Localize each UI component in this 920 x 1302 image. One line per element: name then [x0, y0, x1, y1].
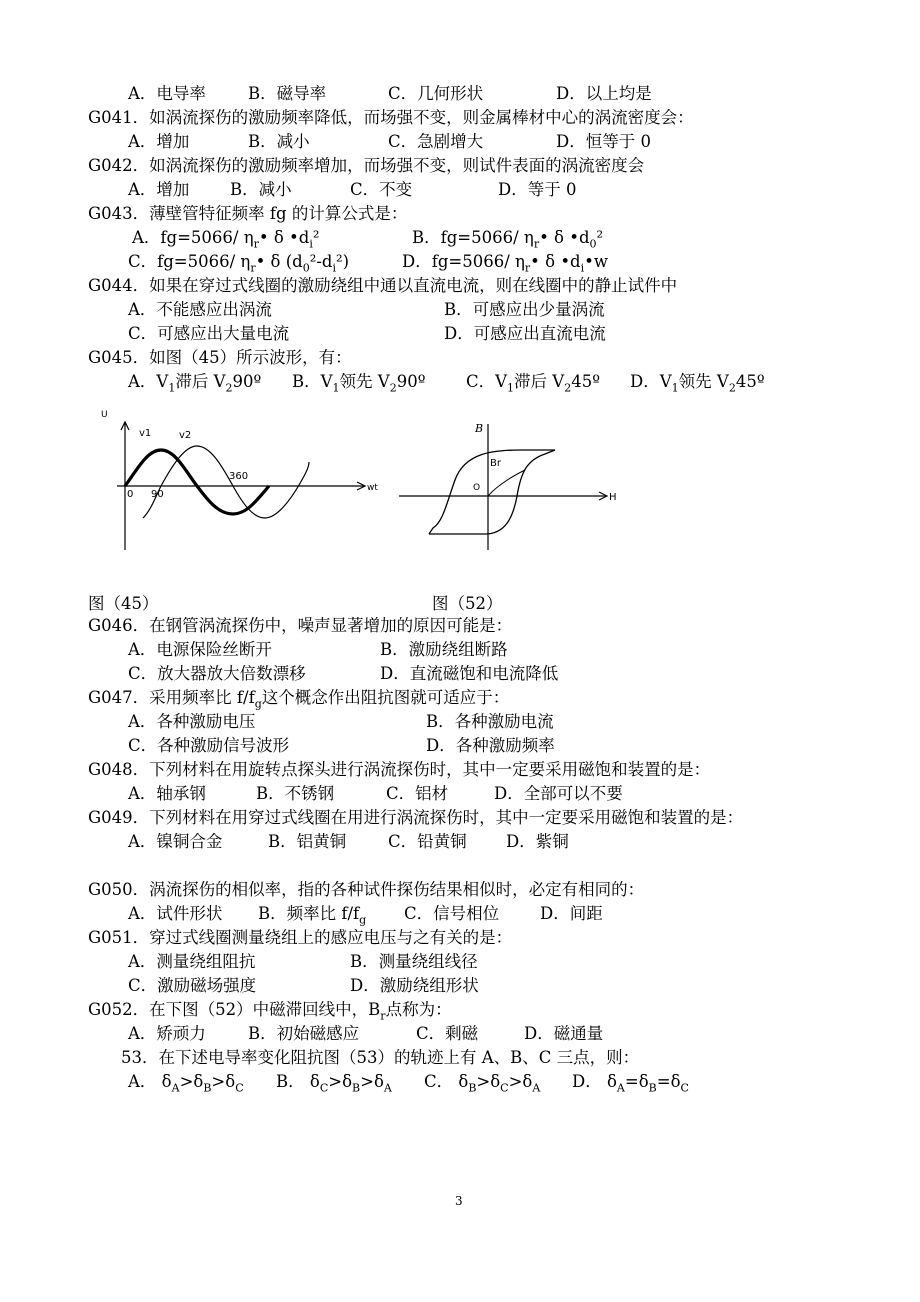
- option-a: A．电源保险丝断开: [128, 640, 272, 659]
- x-axis-label: H: [609, 492, 617, 503]
- caption-figure-52: 图（52）: [432, 594, 503, 613]
- option-d: D．等于 0: [498, 180, 577, 199]
- option-b: B．磁导率: [248, 84, 327, 103]
- option-b: B．激励绕组断路: [380, 640, 508, 659]
- question-g051: G051．穿过式线圈测量绕组上的感应电压与之有关的是：: [88, 928, 513, 947]
- option-a: A．增加: [128, 180, 190, 199]
- option-a: A．$V_1$滞后 $V_290º$: [128, 372, 262, 395]
- wave-v2: [143, 446, 309, 518]
- figure-45-waveform: [95, 400, 395, 555]
- page-number: 3: [455, 1194, 463, 1208]
- option-b: B．不锈钢: [256, 784, 335, 803]
- option-b: B．铝黄铜: [268, 832, 347, 851]
- tick-360: 360: [229, 471, 249, 482]
- option-d: D．全部可以不要: [494, 784, 623, 803]
- option-b: B． $\delta_C>\delta_B>\delta_A$: [276, 1072, 392, 1095]
- option-c: C．信号相位: [404, 904, 500, 923]
- y-axis-label: B: [475, 422, 484, 435]
- option-d: D．间距: [540, 904, 603, 923]
- option-b: B．$V_1$领先 $V_290º$: [292, 372, 426, 395]
- option-b: B．初始磁感应: [248, 1024, 360, 1043]
- option-a: A． $\delta_A>\delta_B>\delta_C$: [128, 1072, 244, 1095]
- option-b: B．各种激励电流: [426, 712, 554, 731]
- figure-52-hysteresis: [395, 410, 625, 560]
- option-c: C． $\delta_B>\delta_C>\delta_A$: [424, 1072, 541, 1095]
- option-c: C．几何形状: [388, 84, 484, 103]
- option-d: D．直流磁饱和电流降低: [380, 664, 559, 683]
- option-d: D．以上均是: [556, 84, 652, 103]
- option-a: A．矫顽力: [128, 1024, 206, 1043]
- question-g045: G045．如图（45）所示波形，有：: [88, 348, 352, 367]
- question-g043: G043．薄壁管特征频率 fg 的计算公式是：: [88, 204, 408, 223]
- question-g052: G052．在下图（52）中磁滞回线中，$B_r$点称为：: [88, 1000, 452, 1023]
- question-g042: G042．如涡流探伤的激励频率增加，而场强不变，则试件表面的涡流密度会: [88, 156, 645, 175]
- option-d: D．紫铜: [506, 832, 569, 851]
- caption-figure-45: 图（45）: [88, 594, 159, 613]
- question-g050: G050．涡流探伤的相似率，指的各种试件探伤结果相似时，必定有相同的：: [88, 880, 645, 899]
- option-a: A．试件形状: [128, 904, 223, 923]
- option-d: D．激励绕组形状: [350, 976, 479, 995]
- question-g048: G048．下列材料在用旋转点探头进行涡流探伤时，其中一定要采用磁饱和装置的是：: [88, 760, 711, 779]
- option-a: A．fg=5066/ $\eta_r•$ δ $•d_i^2$: [132, 228, 320, 251]
- tick-90: 90: [151, 489, 164, 500]
- option-d: D．fg=5066/ $\eta_r•$ δ $•d_i•w$: [402, 252, 609, 275]
- option-a: A．增加: [128, 132, 190, 151]
- option-a: A．轴承钢: [128, 784, 206, 803]
- option-a: A．电导率: [128, 84, 206, 103]
- label-br: Br: [490, 458, 501, 469]
- option-c: C．可感应出大量电流: [128, 324, 290, 343]
- question-53: 53．在下述电导率变化阻抗图（53）的轨迹上有 A、B、C 三点，则：: [121, 1048, 640, 1067]
- option-b: B．fg=5066/ $\eta_r•$ δ $•d_0^2$: [412, 228, 604, 251]
- option-c: C．各种激励信号波形: [128, 736, 290, 755]
- option-c: C．急剧增大: [388, 132, 484, 151]
- option-c: C．铝材: [386, 784, 449, 803]
- option-b: B．减小: [230, 180, 292, 199]
- tick-0: 0: [127, 489, 134, 500]
- option-d: D．各种激励频率: [426, 736, 555, 755]
- question-g041: G041．如涡流探伤的激励频率降低，而场强不变，则金属棒材中心的涡流密度会：: [88, 108, 694, 127]
- option-c: C．fg=5066/ $\eta_r•$ δ $(d_0^2-d_i^2)$: [128, 252, 350, 275]
- option-a: A．各种激励电压: [128, 712, 256, 731]
- option-c: C．剩磁: [416, 1024, 479, 1043]
- option-d: D． $\delta_A=\delta_B=\delta_C$: [572, 1072, 689, 1095]
- question-g046: G046．在钢管涡流探伤中，噪声显著增加的原因可能是：: [88, 616, 513, 635]
- option-d: D．$V_1$领先 $V_245º$: [630, 372, 765, 395]
- option-b: B．减小: [248, 132, 310, 151]
- option-c: C．激励磁场强度: [128, 976, 257, 995]
- option-c: C．铅黄铜: [388, 832, 467, 851]
- question-g047: G047．采用频率比 $f/f_g$这个概念作出阻抗图就可适应于：: [88, 688, 510, 711]
- option-d: D．磁通量: [524, 1024, 604, 1043]
- option-d: D．可感应出直流电流: [444, 324, 606, 343]
- option-b: B．频率比 $f/f_g$: [258, 904, 367, 927]
- x-axis-label: wt: [367, 483, 378, 493]
- option-a: A．镍铜合金: [128, 832, 223, 851]
- option-b: B．测量绕组线径: [350, 952, 478, 971]
- option-a: A．测量绕组阻抗: [128, 952, 256, 971]
- label-origin: O: [473, 483, 481, 493]
- question-g049: G049．下列材料在用穿过式线圈在用进行涡流探伤时，其中一定要采用磁饱和装置的是：: [88, 808, 744, 827]
- label-v1: v1: [139, 428, 152, 439]
- option-c: C．$V_1$滞后 $V_245º$: [466, 372, 600, 395]
- option-b: B．可感应出少量涡流: [444, 300, 605, 319]
- y-axis-label: U: [101, 410, 108, 420]
- wave-v1: [125, 450, 269, 514]
- question-g044: G044．如果在穿过式线圈的激励绕组中通以直流电流，则在线圈中的静止试件中: [88, 276, 678, 295]
- option-a: A．不能感应出涡流: [128, 300, 272, 319]
- label-v2: v2: [179, 430, 192, 441]
- option-c: C．不变: [350, 180, 413, 199]
- option-d: D．恒等于 0: [556, 132, 651, 151]
- option-c: C．放大器放大倍数漂移: [128, 664, 306, 683]
